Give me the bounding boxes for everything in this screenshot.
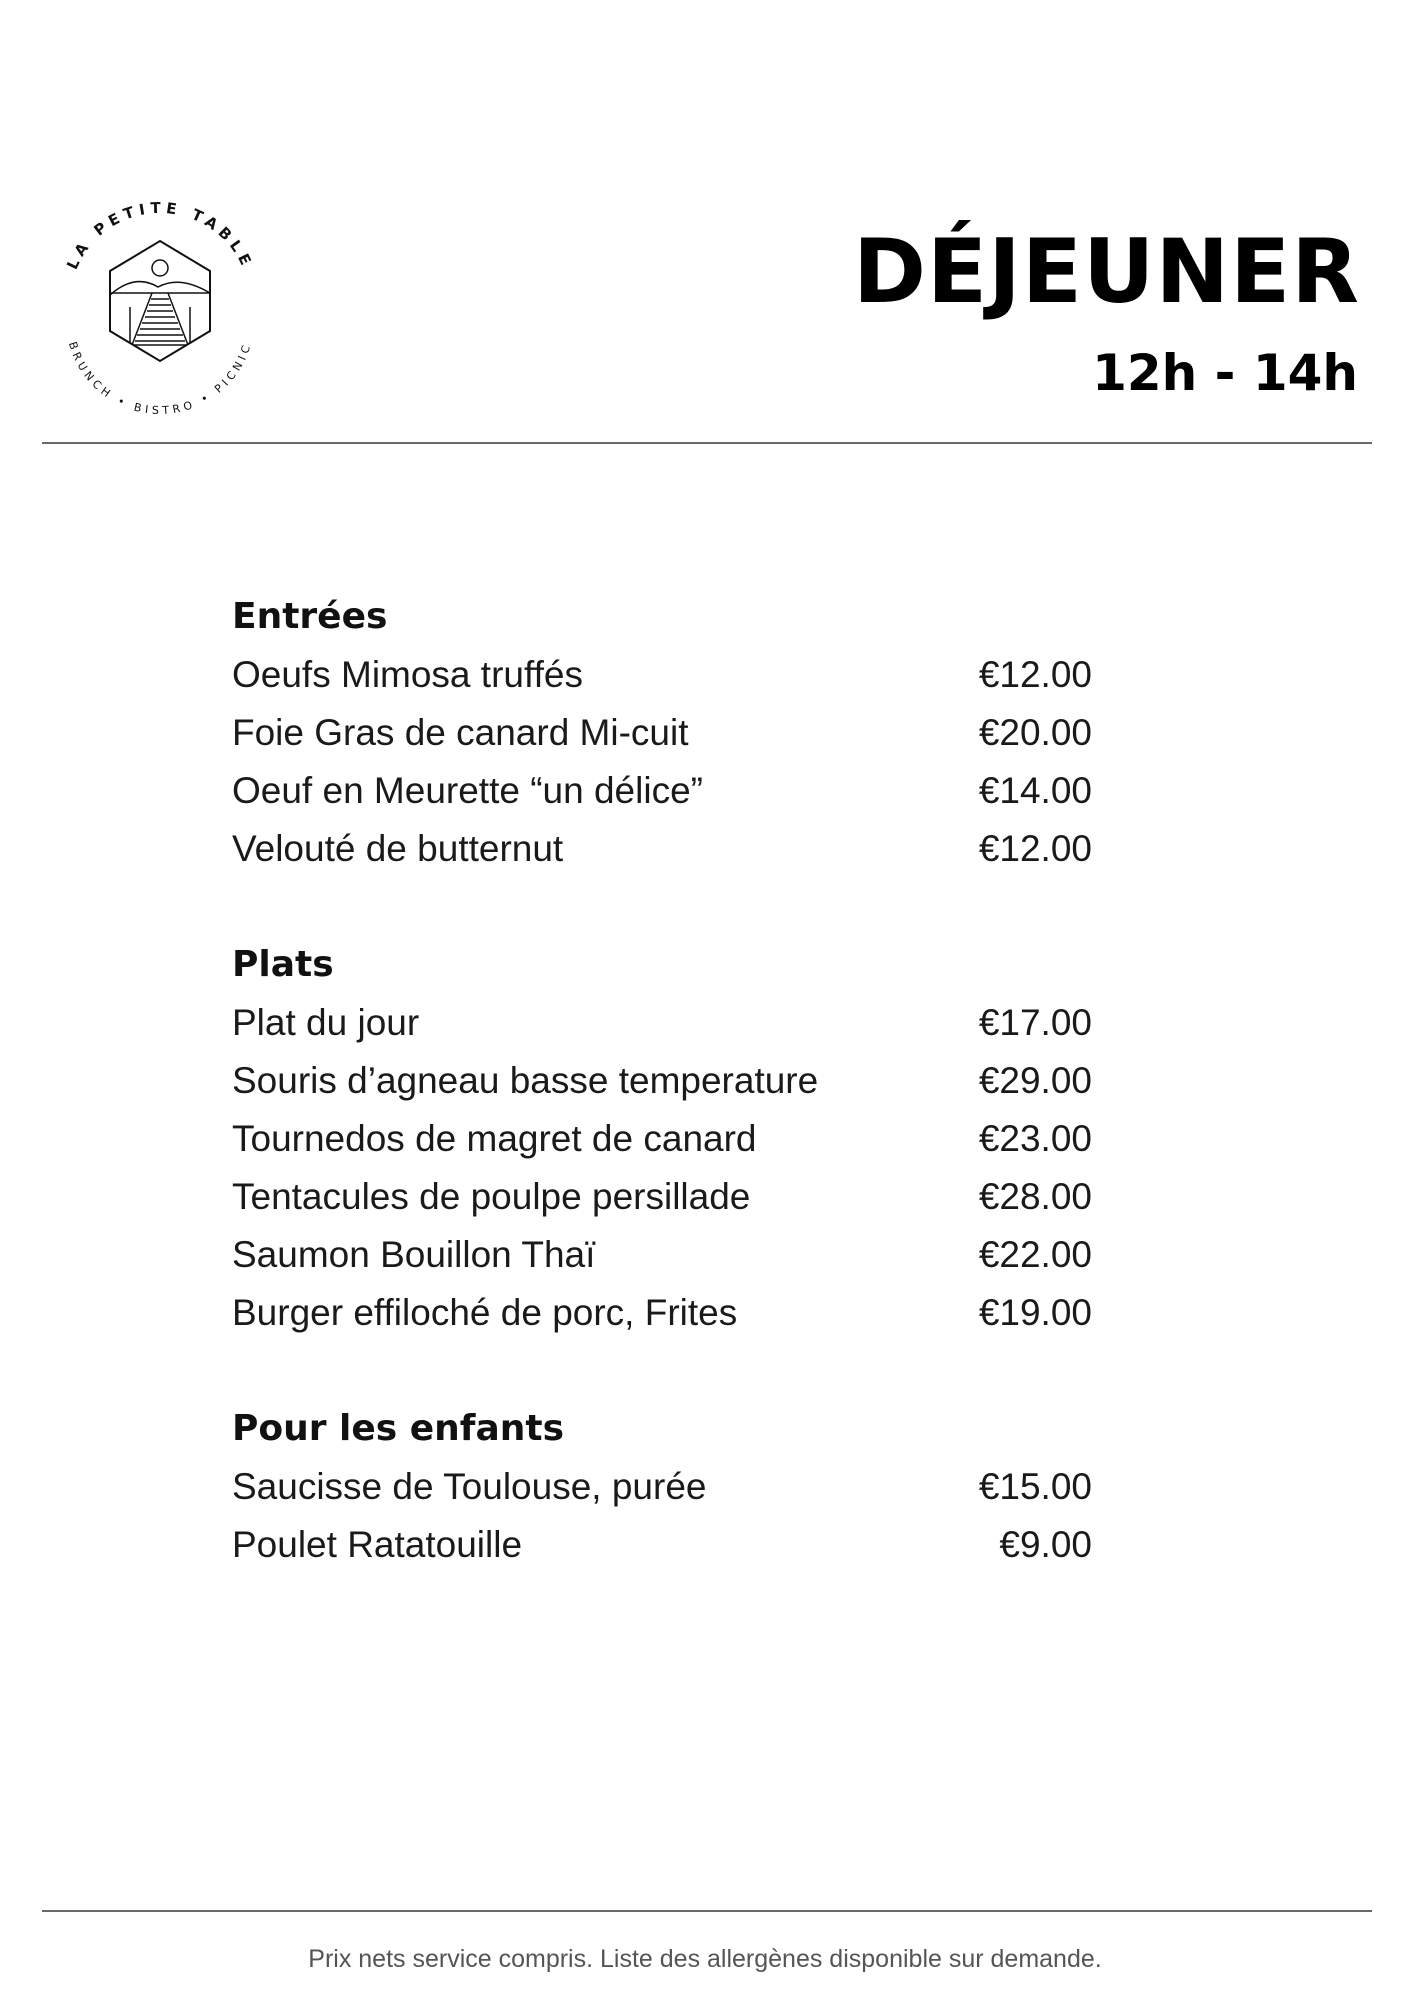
- item-price: €23.00: [978, 1118, 1092, 1159]
- header-divider: [42, 442, 1372, 444]
- logo-top-text: LA PETITE TABLE: [63, 198, 257, 273]
- item-name: Oeufs Mimosa truffés: [232, 654, 583, 695]
- item-name: Souris d’agneau basse temperature: [232, 1060, 819, 1101]
- item-name: Burger effiloché de porc, Frites: [232, 1292, 738, 1333]
- section-entrees: [232, 588, 1092, 878]
- footer-note: Prix nets service compris. Liste des allergènes disponible sur demande.: [308, 1945, 1102, 1973]
- menu-item: [232, 1110, 1092, 1168]
- service-hours: 12h - 14h: [1092, 344, 1358, 402]
- menu-item: [232, 1516, 1092, 1574]
- item-price: €28.00: [978, 1176, 1092, 1217]
- item-price: €22.00: [978, 1234, 1092, 1275]
- section-enfants: [232, 1400, 1092, 1574]
- menu-item: [232, 704, 1092, 762]
- menu-item: [232, 820, 1092, 878]
- item-name: Saucisse de Toulouse, purée: [232, 1466, 707, 1507]
- menu-item: [232, 994, 1092, 1052]
- item-price: €12.00: [978, 828, 1092, 869]
- menu-item: [232, 646, 1092, 704]
- item-name: Poulet Ratatouille: [232, 1524, 523, 1565]
- item-name: Tournedos de magret de canard: [232, 1118, 757, 1159]
- restaurant-logo: [50, 195, 270, 425]
- item-name: Velouté de butternut: [232, 828, 564, 869]
- svg-text:LA PETITE TABLE: [63, 199, 257, 272]
- item-price: €9.00: [999, 1524, 1092, 1565]
- menu-item: [232, 1226, 1092, 1284]
- item-name: Plat du jour: [232, 1002, 420, 1043]
- logo-bottom-text: BRUNCH • BISTRO • PICNIC: [65, 340, 255, 418]
- section-title: Plats: [232, 944, 334, 985]
- menu-item: [232, 1168, 1092, 1226]
- item-price: €17.00: [978, 1002, 1092, 1043]
- footer-divider: [42, 1910, 1372, 1912]
- menu-list: [232, 588, 1092, 1632]
- item-price: €19.00: [978, 1292, 1092, 1333]
- item-name: Foie Gras de canard Mi-cuit: [232, 712, 689, 753]
- menu-item: [232, 762, 1092, 820]
- item-price: €15.00: [978, 1466, 1092, 1507]
- item-price: €14.00: [978, 770, 1092, 811]
- item-price: €20.00: [978, 712, 1092, 753]
- menu-title: DÉJEUNER: [853, 220, 1360, 323]
- item-name: Saumon Bouillon Thaï: [232, 1234, 596, 1275]
- item-name: Oeuf en Meurette “un délice”: [232, 770, 703, 811]
- section-title: Entrées: [232, 596, 388, 637]
- item-name: Tentacules de poulpe persillade: [232, 1176, 751, 1217]
- section-plats: [232, 936, 1092, 1342]
- menu-item: [232, 1284, 1092, 1342]
- menu-item: [232, 1458, 1092, 1516]
- logo-emblem-icon: [50, 195, 270, 425]
- section-title: Pour les enfants: [232, 1408, 565, 1449]
- item-price: €29.00: [978, 1060, 1092, 1101]
- item-price: €12.00: [978, 654, 1092, 695]
- svg-text:BRUNCH • BISTRO • PICNIC: [66, 340, 254, 417]
- menu-item: [232, 1052, 1092, 1110]
